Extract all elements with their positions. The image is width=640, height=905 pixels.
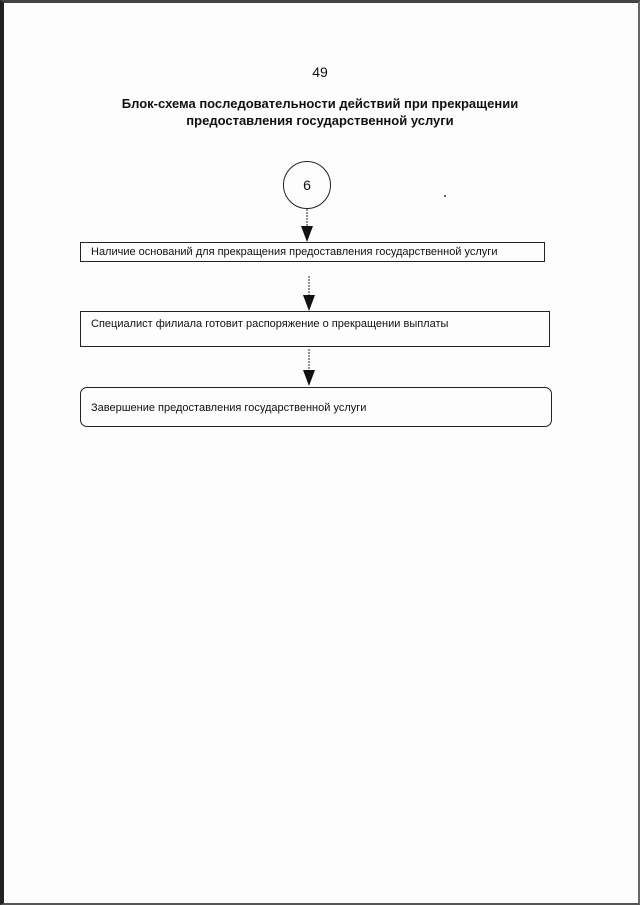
title-line-2: предоставления государственной услуги xyxy=(186,113,454,128)
connector-label: 6 xyxy=(303,177,311,193)
process-step-order xyxy=(80,311,550,347)
terminal-step-text: Завершение предоставления государственной услуги xyxy=(91,402,367,414)
page-number: 49 xyxy=(312,64,328,80)
page-title xyxy=(60,95,580,129)
arrow-step1-to-step2-head xyxy=(303,295,315,311)
process-step-grounds xyxy=(80,242,545,262)
process-step-text: Наличие оснований для прекращения предоставления государственной услуги xyxy=(91,246,498,258)
off-page-connector xyxy=(283,161,331,209)
process-step-text: Специалист филиала готовит распоряжение о прекращении выплаты xyxy=(91,318,449,330)
terminal-step-completion xyxy=(80,387,552,427)
scan-speck xyxy=(444,195,446,197)
title-line-1: Блок-схема последовательности действий при прекращении xyxy=(121,96,519,111)
arrow-connector-to-step1-head xyxy=(301,226,313,242)
arrow-step2-to-step3-head xyxy=(303,370,315,386)
